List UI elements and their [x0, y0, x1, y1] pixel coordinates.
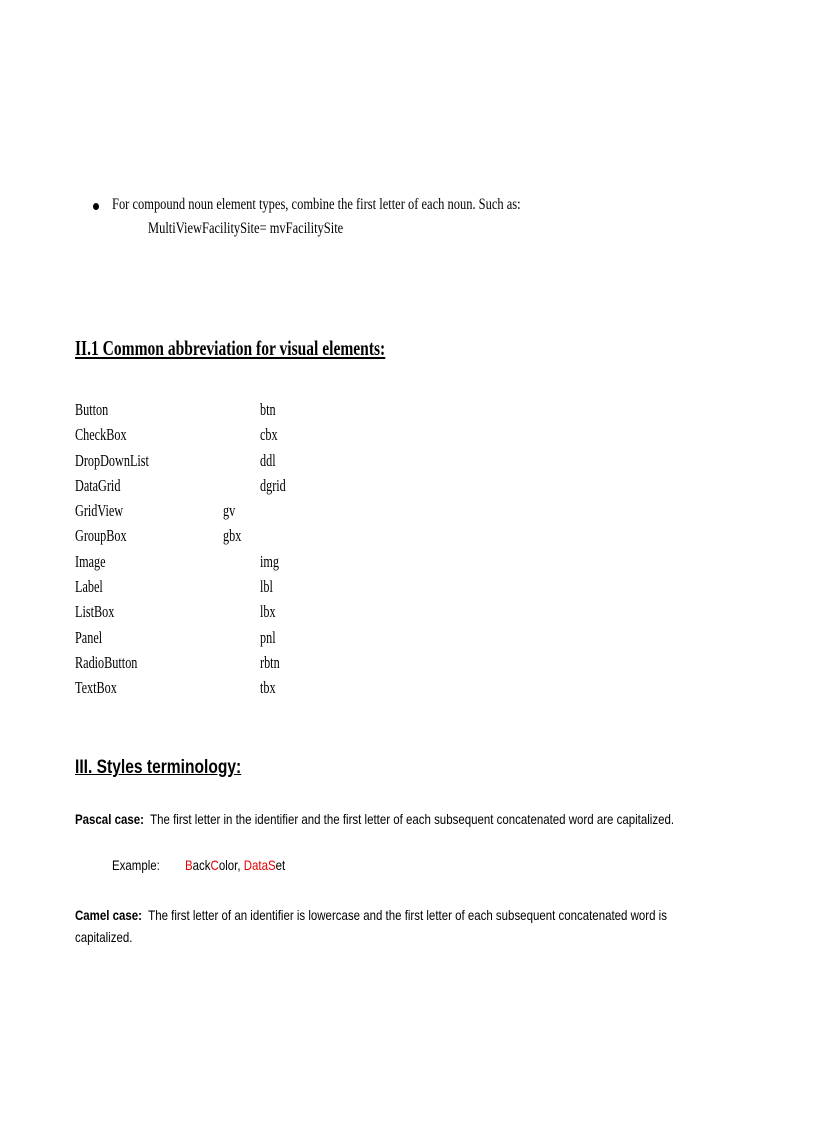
element-abbreviation: dgrid: [260, 475, 286, 495]
table-row: [75, 501, 375, 526]
table-row: [75, 628, 375, 653]
example-plain-text: olor,: [218, 857, 244, 873]
element-abbreviation: lbx: [260, 602, 276, 622]
table-row: [75, 678, 375, 703]
bullet-dot-icon: [93, 203, 99, 210]
example-label: Example:: [112, 857, 160, 873]
element-name: RadioButton: [75, 652, 138, 672]
table-row: [75, 400, 375, 425]
table-row: [75, 552, 375, 577]
element-name: GridView: [75, 501, 124, 521]
abbreviation-table: [75, 400, 375, 704]
element-abbreviation: rbtn: [260, 652, 280, 672]
element-abbreviation: pnl: [260, 627, 276, 647]
table-row: [75, 653, 375, 678]
pascal-case-label: Pascal case:: [75, 811, 144, 827]
element-name: DataGrid: [75, 475, 121, 495]
section-heading-styles: III. Styles terminology:: [75, 757, 242, 778]
bullet-example: MultiViewFacilitySite= mvFacilitySite: [148, 220, 344, 237]
pascal-example-value: [185, 857, 285, 873]
element-name: TextBox: [75, 678, 117, 698]
element-name: ListBox: [75, 602, 115, 622]
example-highlight-text: Data: [243, 857, 268, 873]
table-row: [75, 425, 375, 450]
element-name: CheckBox: [75, 425, 127, 445]
table-row: [75, 451, 375, 476]
element-abbreviation: tbx: [260, 678, 276, 698]
element-name: Panel: [75, 627, 103, 647]
element-name: Image: [75, 551, 106, 571]
example-plain-text: ack: [192, 857, 211, 873]
element-abbreviation: gv: [223, 501, 236, 521]
element-abbreviation: cbx: [260, 425, 278, 445]
example-highlight-letter: B: [185, 857, 193, 873]
element-name: DropDownList: [75, 450, 149, 470]
camel-case-definition: The first letter of an identifier is lowercase and the first letter of each subsequent concatenated word is capitalized.: [75, 907, 667, 945]
table-row: [75, 577, 375, 602]
pascal-case-definition: The first letter in the identifier and the first letter of each subsequent concatenated word are capitalized.: [150, 811, 675, 827]
camel-case-label: Camel case:: [75, 907, 143, 923]
element-name: Button: [75, 400, 109, 419]
table-row: [75, 602, 375, 627]
element-name: Label: [75, 577, 103, 597]
example-plain-text: et: [275, 857, 286, 873]
camel-case-paragraph: [75, 904, 692, 948]
element-abbreviation: ddl: [260, 450, 276, 470]
bullet-text: For compound noun element types, combine the first letter of each noun. Such as:: [112, 196, 521, 213]
example-highlight-letter: C: [210, 857, 219, 873]
element-abbreviation: img: [260, 551, 279, 571]
section-heading-common-abbr: II.1 Common abbreviation for visual elements:: [75, 336, 386, 360]
element-abbreviation: lbl: [260, 577, 273, 597]
element-abbreviation: gbx: [223, 526, 242, 546]
table-row: [75, 526, 375, 551]
pascal-case-paragraph: [75, 808, 674, 830]
table-row: [75, 476, 375, 501]
element-name: GroupBox: [75, 526, 127, 546]
example-highlight-letter: S: [267, 857, 276, 873]
element-abbreviation: btn: [260, 400, 276, 419]
